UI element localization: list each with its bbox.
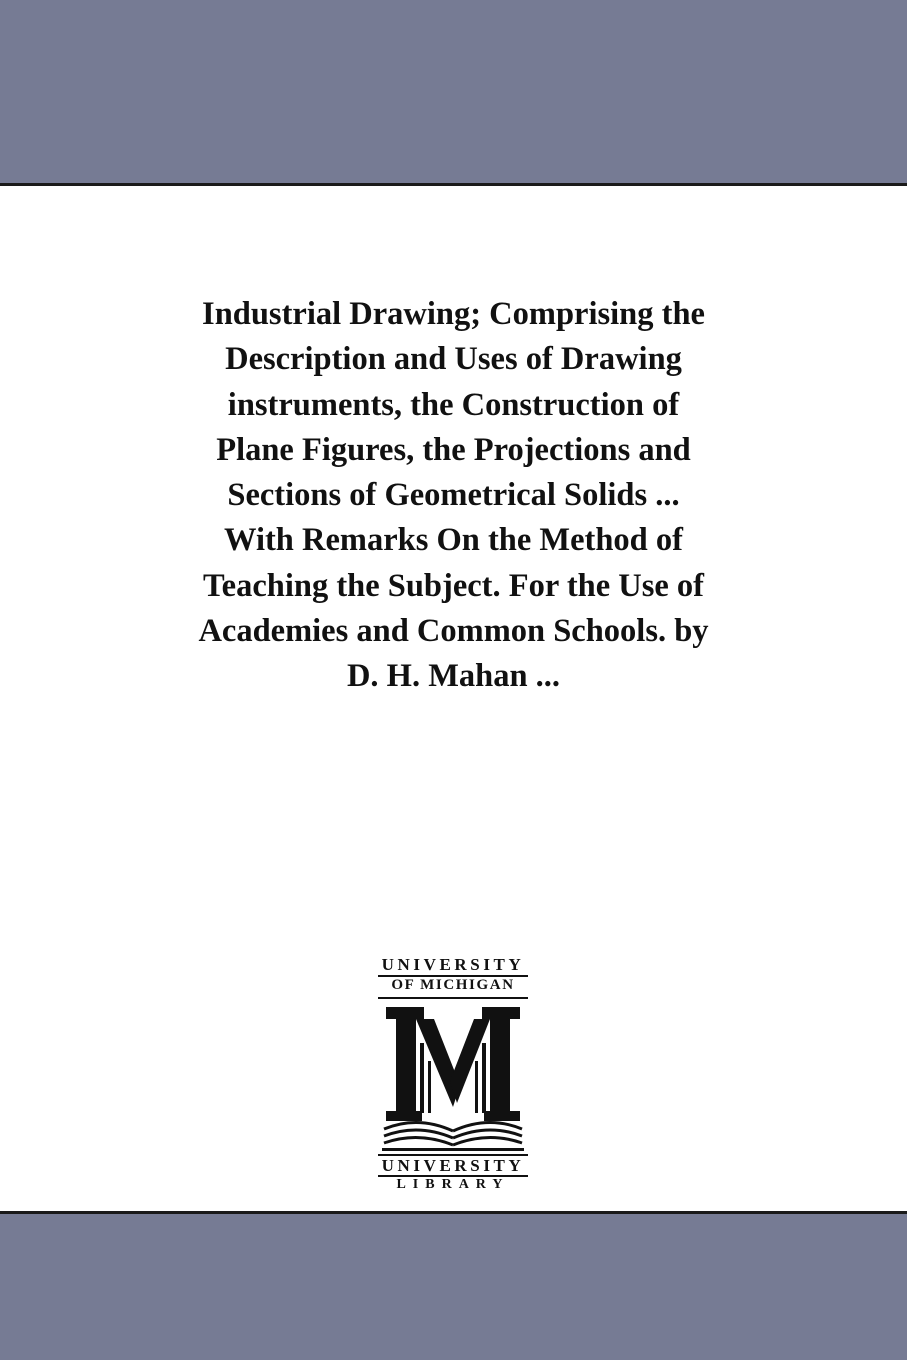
title-line: Description and Uses of Drawing <box>225 341 682 378</box>
title-line: Academies and Common Schools. by <box>198 613 709 650</box>
title-line: D. H. Mahan ... <box>346 658 561 695</box>
title-line: instruments, the Construction of <box>227 386 680 423</box>
title-line: With Remarks On the Method of <box>224 522 683 559</box>
block-m-book-icon <box>378 1003 528 1153</box>
title-line: Plane Figures, the Projections and <box>216 431 691 468</box>
logo-rule <box>378 997 528 999</box>
logo-university-text-bottom: UNIVERSITY <box>381 1156 525 1175</box>
university-of-michigan-library-logo <box>378 955 528 1195</box>
logo-of-michigan-text: OF MICHIGAN <box>391 977 515 993</box>
logo-library-text: LIBRARY <box>396 1177 510 1192</box>
title-line: Industrial Drawing; Comprising the <box>202 296 705 332</box>
title-line: Teaching the Subject. For the Use of <box>202 567 705 604</box>
book-title <box>100 292 807 700</box>
bottom-color-band <box>0 1211 907 1360</box>
top-color-band <box>0 0 907 186</box>
title-line: Sections of Geometrical Solids ... <box>227 477 680 514</box>
logo-university-text: UNIVERSITY <box>381 955 525 974</box>
